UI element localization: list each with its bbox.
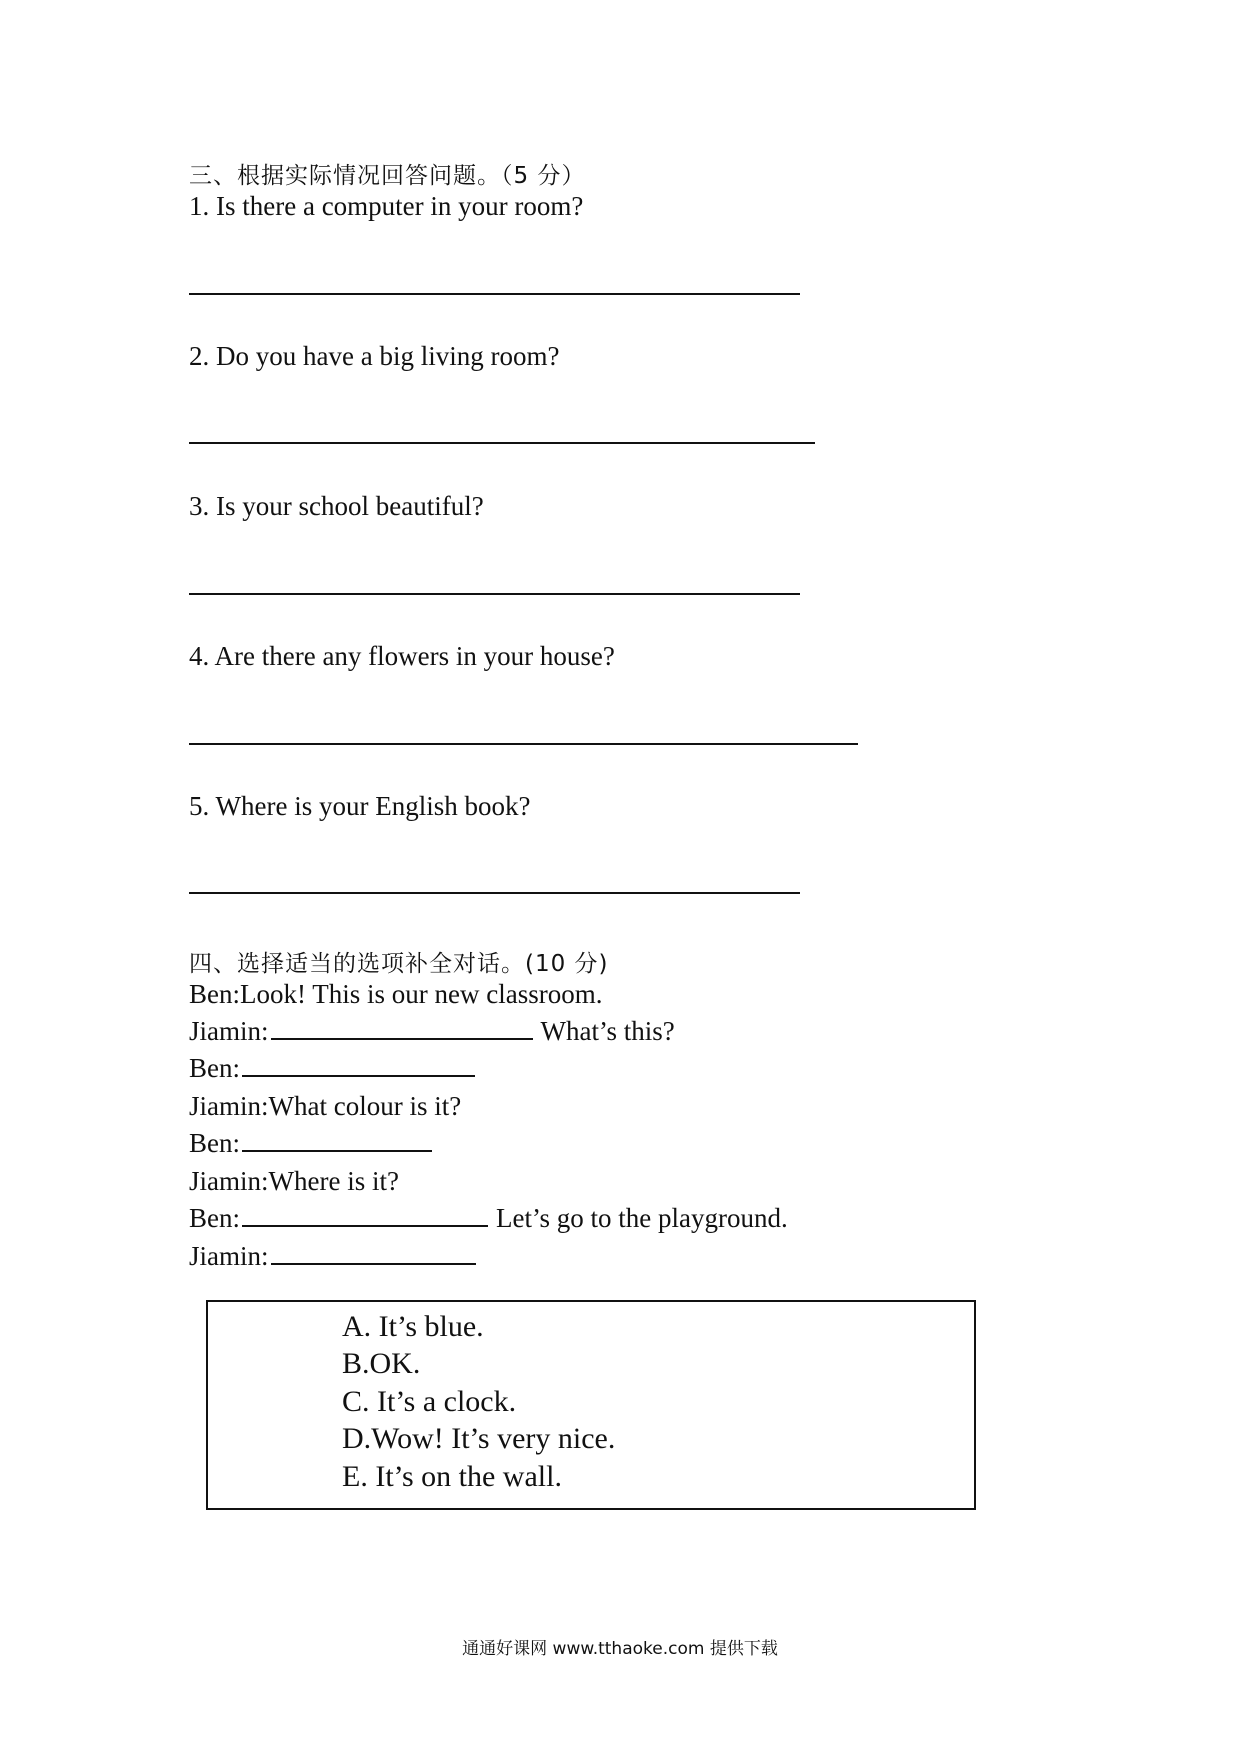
dialogue-text: What’s this? <box>540 1016 675 1046</box>
dialogue-line-1 <box>189 979 602 1010</box>
answer-line-4[interactable] <box>189 743 858 745</box>
dialogue-text: Look! This is our new classroom. <box>240 979 603 1009</box>
option-e: E. It’s on the wall. <box>342 1460 562 1493</box>
answer-line-1[interactable] <box>189 293 800 295</box>
dialogue-line-4 <box>189 1091 461 1122</box>
answer-blank-3[interactable] <box>242 1128 432 1152</box>
answer-blank-5[interactable] <box>271 1241 476 1265</box>
options-box <box>206 1300 976 1510</box>
dialogue-line-6 <box>189 1166 399 1197</box>
dialogue-text: Let’s go to the playground. <box>496 1203 788 1233</box>
speaker: Ben: <box>189 1203 240 1233</box>
question-3: 3. Is your school beautiful? <box>189 491 484 521</box>
dialogue-line-7 <box>189 1203 788 1234</box>
speaker: Jiamin: <box>189 1241 269 1271</box>
answer-line-3[interactable] <box>189 593 800 595</box>
option-c: C. It’s a clock. <box>342 1385 517 1418</box>
dialogue-line-2 <box>189 1016 675 1047</box>
speaker: Jiamin: <box>189 1091 269 1121</box>
answer-blank-1[interactable] <box>271 1016 533 1040</box>
question-5: 5. Where is your English book? <box>189 791 531 821</box>
answer-blank-4[interactable] <box>242 1203 488 1227</box>
speaker: Ben: <box>189 1053 240 1083</box>
option-a: A. It’s blue. <box>342 1310 484 1343</box>
speaker: Jiamin: <box>189 1166 269 1196</box>
section-4-title: 四、选择适当的选项补全对话。(10 分) <box>189 951 609 977</box>
option-d: D.Wow! It’s very nice. <box>342 1422 616 1455</box>
answer-line-5[interactable] <box>189 892 800 894</box>
speaker: Ben: <box>189 979 240 1009</box>
dialogue-text: What colour is it? <box>268 1091 462 1121</box>
answer-blank-2[interactable] <box>242 1053 475 1077</box>
section-3-title: 三、根据实际情况回答问题。（5 分） <box>189 163 586 189</box>
answer-line-2[interactable] <box>189 442 815 444</box>
question-4: 4. Are there any flowers in your house? <box>189 641 615 671</box>
dialogue-line-3 <box>189 1053 475 1084</box>
footer-source-note: 通通好课网 www.tthaoke.com 提供下载 <box>462 1639 778 1659</box>
speaker: Jiamin: <box>189 1016 269 1046</box>
dialogue-line-5 <box>189 1128 432 1159</box>
dialogue-line-8 <box>189 1241 476 1272</box>
option-b: B.OK. <box>342 1347 421 1380</box>
question-2: 2. Do you have a big living room? <box>189 341 560 371</box>
dialogue-text: Where is it? <box>268 1166 399 1196</box>
speaker: Ben: <box>189 1128 240 1158</box>
question-1: 1. Is there a computer in your room? <box>189 191 584 221</box>
